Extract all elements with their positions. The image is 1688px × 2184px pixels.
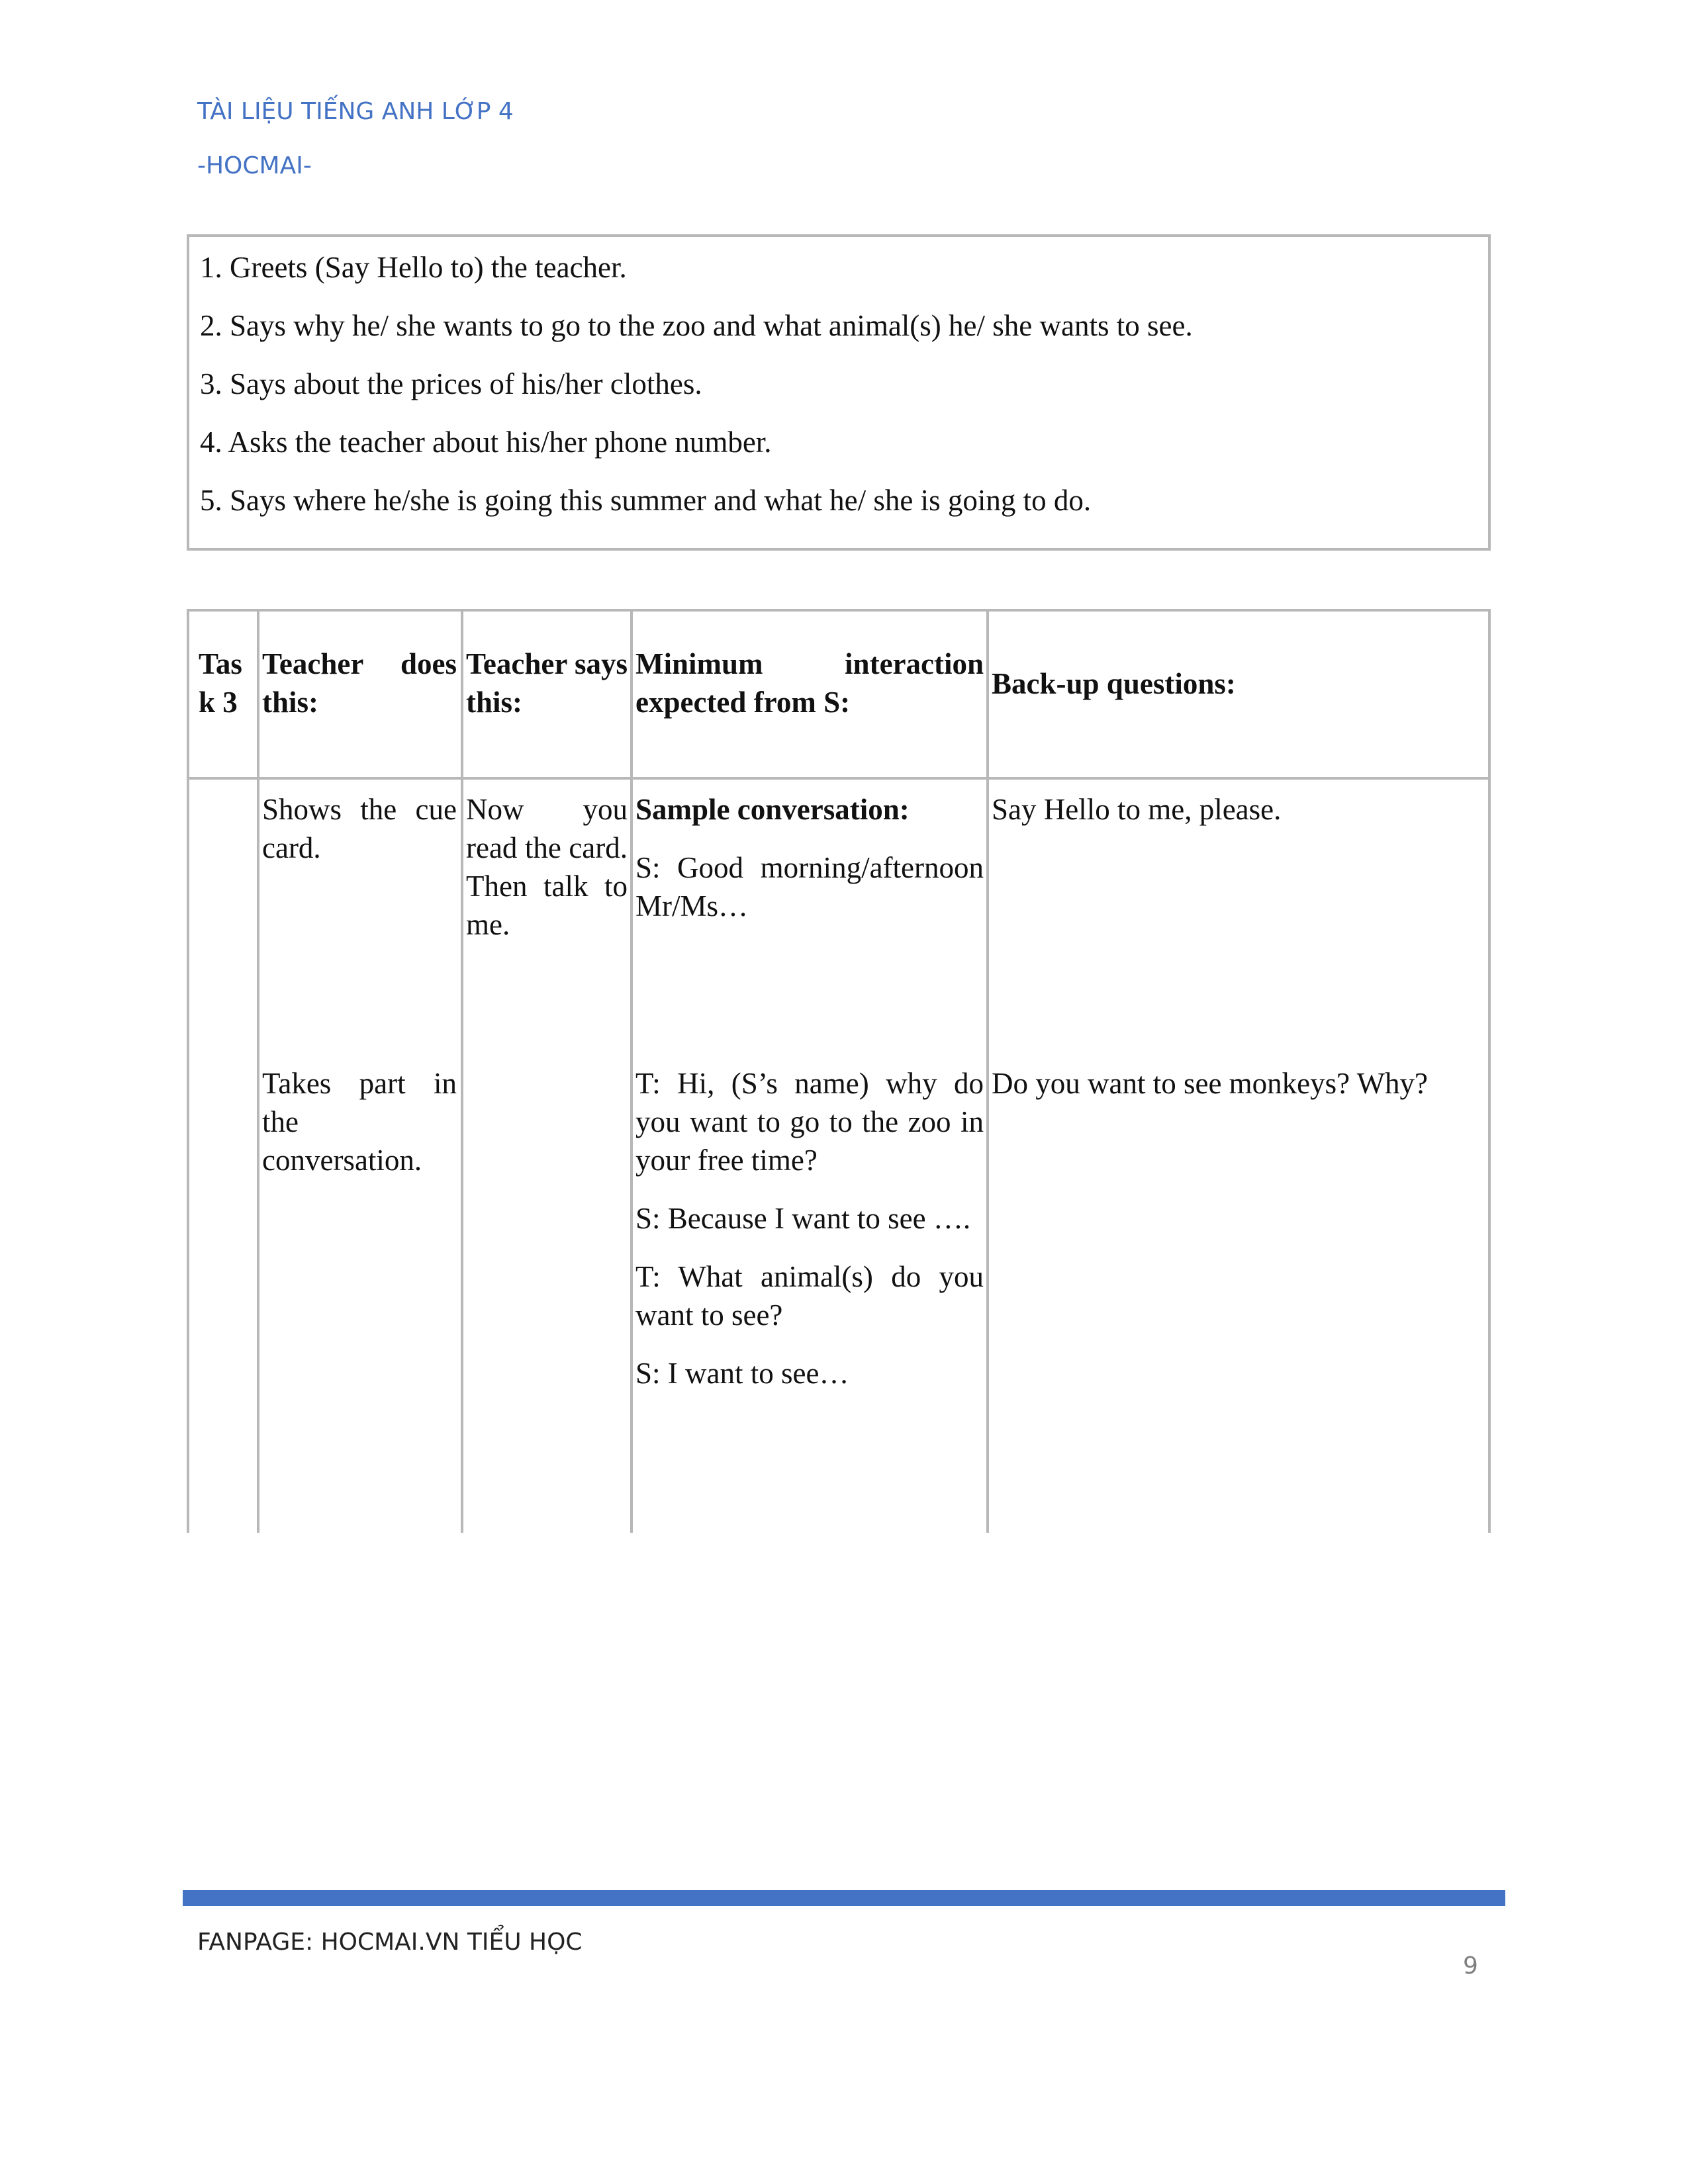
list-item: 2. Says why he/ she wants to go to the zoo and what animal(s) he/ she wants to see. — [200, 309, 1193, 342]
list-item: 3. Says about the prices of his/her clothes. — [200, 367, 702, 400]
table-header-divider — [187, 777, 1491, 780]
task-table — [187, 609, 1491, 1533]
footer-divider-bar — [183, 1890, 1505, 1906]
conversation-line: T: What animal(s) do you want to see? — [635, 1260, 984, 1332]
row1-teacher-says: Now you read the card. Then talk to me. — [466, 793, 628, 941]
header-minimum-interaction: Minimum interaction expected from S: — [635, 647, 984, 719]
table-column-line — [257, 609, 259, 1533]
task-list-box — [187, 234, 1491, 551]
table-column-line — [630, 609, 633, 1533]
header-task: Task 3 — [199, 647, 242, 719]
row1-teacher-does: Shows the cue card. — [262, 793, 457, 864]
row2-minimum-interaction — [635, 1064, 984, 1412]
list-item: 1. Greets (Say Hello to) the teacher. — [200, 251, 627, 284]
row2-teacher-does: Takes part in the conversation. — [262, 1067, 457, 1177]
conversation-line: S: Because I want to see …. — [635, 1202, 971, 1235]
conversation-line: S: Good morning/afternoon Mr/Ms… — [635, 851, 984, 923]
row1-minimum-interaction — [635, 790, 984, 945]
table-column-line — [1488, 609, 1491, 1533]
row1-backup-question: Say Hello to me, please. — [992, 793, 1282, 826]
sample-conversation-title: Sample conversation: — [635, 793, 910, 826]
doc-header-title: TÀI LIỆU TIẾNG ANH LỚP 4 — [197, 98, 514, 125]
conversation-line: T: Hi, (S’s name) why do you want to go to the zoo in your free time? — [635, 1067, 984, 1177]
list-item: 4. Asks the teacher about his/her phone number. — [200, 426, 772, 459]
row2-backup-question: Do you want to see monkeys? Why? — [992, 1067, 1429, 1100]
header-teacher-does: Teacher does this: — [262, 647, 457, 719]
table-column-line — [461, 609, 463, 1533]
header-teacher-says: Teacher says this: — [466, 647, 628, 719]
table-column-line — [986, 609, 989, 1533]
page-number: 9 — [1463, 1952, 1478, 1979]
table-column-line — [187, 609, 189, 1533]
table-border-top — [187, 609, 1491, 612]
conversation-line: S: I want to see… — [635, 1357, 849, 1390]
doc-header-subtitle: -HOCMAI- — [197, 152, 312, 179]
header-backup-questions: Back-up questions: — [992, 667, 1236, 700]
footer-fanpage: FANPAGE: HOCMAI.VN TIỂU HỌC — [197, 1929, 583, 1956]
list-item: 5. Says where he/she is going this summer and what he/ she is going to do. — [200, 484, 1092, 517]
